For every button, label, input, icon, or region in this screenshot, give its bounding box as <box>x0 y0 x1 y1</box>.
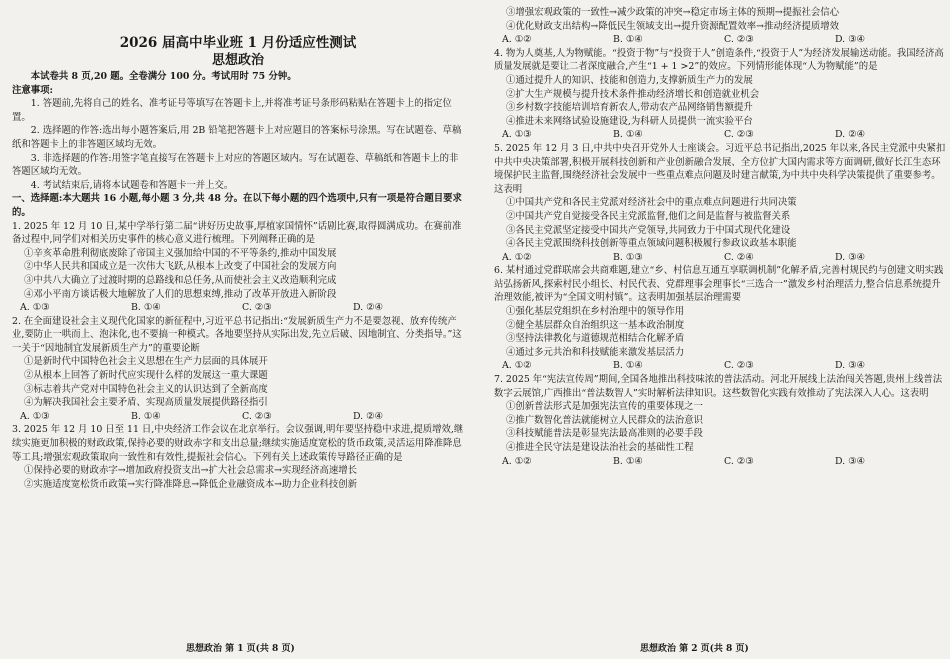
choice-c: C. ②④ <box>724 251 754 263</box>
choice-c: C. ②③ <box>724 455 754 467</box>
question-stem: 5. 2025 年 12 月 3 日,中共中央召开党外人士座谈会。习近平总书记指出,2025 年以来,各民主党派中央紧扣中共中央决策部署,积极开展科技创新和产业创新融合发展、全方位扩大国内需求等方面调研,做好长江生态环境保护民主监督,围绕经济社会发展中一些重点难点问题及时建言献策,为中共中央科学决策提供了重要参考。这表明 <box>494 142 946 195</box>
question-option: ④邓小平南方谈话极大地解放了人们的思想束缚,推动了改革开放进入新阶段 <box>24 288 337 300</box>
question-5 <box>494 142 946 264</box>
question-stem: 7. 2025 年“宪法宣传周”期间,全国各地推出科技味浓的普法活动。河北开展线上法治闯关答题,贵州上线普法数字云展馆,广西推出“普法数智人”实时解析法律知识。这些数智化实践有效推动了宪法深入人心。这表明 <box>494 374 943 399</box>
question-option: ①保持必要的财政赤字→增加政府投资支出→扩大社会总需求→实现经济高速增长 <box>24 465 357 477</box>
answer-choices <box>12 301 464 315</box>
answer-choices <box>494 455 946 469</box>
section-heading: 一、选择题:本大题共 16 小题,每小题 3 分,共 48 分。在以下每小题的四个选项中,只有一项是符合题目要求的。 <box>12 193 462 218</box>
question-option: ③中共八大确立了过渡时期的总路线和总任务,从而使社会主义改造顺利完成 <box>24 274 337 286</box>
question-2 <box>12 315 464 424</box>
choice-c: C. ②③ <box>242 410 272 422</box>
choice-d: D. ②④ <box>353 410 383 422</box>
choice-b: B. ①④ <box>613 129 643 141</box>
exam-intro: 本试卷共 8 页,20 题。全卷满分 100 分。考试用时 75 分钟。 <box>30 71 297 82</box>
choice-b: B. ①④ <box>613 34 643 46</box>
choice-a: A. ①③ <box>502 129 532 141</box>
exam-title: 2026 届高中毕业班 1 月份适应性测试 <box>119 35 357 51</box>
question-option: ③坚持法律教化与道德规范相结合化解矛盾 <box>506 333 685 345</box>
page-2 <box>494 6 946 468</box>
question-option: ①创新普法形式是加强宪法宣传的重要体现之一 <box>506 401 703 413</box>
choice-b: B. ①④ <box>613 360 643 372</box>
notice-item: 2. 选择题的作答:选出每小题答案后,用 2B 铅笔把答题卡上对应题目的答案标号涂黑。写在试题卷、草稿纸和答题卡上的非答题区域均无效。 <box>12 125 462 150</box>
choice-a: A. ①② <box>502 455 532 467</box>
choice-a: A. ①② <box>502 360 532 372</box>
choice-c: C. ②③ <box>724 34 754 46</box>
question-option: ③乡村数字技能培训培育新农人,带动农产品网络销售额提升 <box>506 102 753 114</box>
answer-choices <box>494 33 946 47</box>
question-option: ①辛亥革命胜利彻底废除了帝国主义强加给中国的不平等条约,推动中国发展 <box>24 247 337 259</box>
question-stem: 1. 2025 年 12 月 10 日,某中学举行第二届“讲好历史故事,厚植家国情怀”话剧比赛,取得圆满成功。在赛前准备过程中,同学们对相关历史事件的核心意义进行梳理。下列阐释正确的是 <box>12 220 462 246</box>
choice-d: D. ③④ <box>835 251 865 263</box>
notice-item: 3. 非选择题的作答:用签字笔直接写在答题卡上对应的答题区域内。写在试题卷、草稿纸和答题卡上的非答题区域均无效。 <box>12 152 459 178</box>
question-option: ②从根本上回答了新时代应实现什么样的发展这一重大课题 <box>24 370 268 382</box>
question-option: ②中华人民共和国成立是一次伟大飞跃,从根本上改变了中国社会的发展方向 <box>24 261 337 273</box>
exam-subject: 思想政治 <box>211 53 264 68</box>
question-option: ④为解决我国社会主要矛盾、实现高质量发展提供路径指引 <box>24 397 268 409</box>
choice-b: B. ①③ <box>613 251 643 263</box>
question-stem: 4. 物为人奠基,人为物赋能。“投资于物”与“投资于人”创造条件,“投资于人”为经济发展输送动能。我国经济高质量发展就是要让二者深度融合,产生“1 + 1 >2”的效应。下列情形能体现“人为物赋能”的是 <box>494 47 944 73</box>
question-option: ③科技赋能普法是彰显宪法最高准则的必要手段 <box>506 428 703 440</box>
answer-choices <box>12 410 464 424</box>
choice-a: A. ①② <box>502 251 532 263</box>
question-stem: 3. 2025 年 12 月 10 日至 11 日,中央经济工作会议在北京举行。会议强调,明年要坚持稳中求进,提质增效,继续实施更加积极的财政政策,保持必要的财政赤字和支出总量;继续实施适度宽松的货币政策,灵活运用降准降息等工具;增强宏观政策取向一致性和有效性,提振社会信心。下列有关上述政策传导路径正确的是 <box>12 424 464 463</box>
question-option: ④优化财政支出结构→降低民生领域支出→提升资源配置效率→推动经济提质增效 <box>506 20 839 32</box>
choice-c: C. ②③ <box>724 360 754 372</box>
question-option: ②健全基层群众自治组织这一基本政治制度 <box>506 319 685 331</box>
question-option: ①是新时代中国特色社会主义思想在生产力层面的具体展开 <box>24 356 268 368</box>
question-3 <box>12 423 464 491</box>
choice-d: D. ③④ <box>835 34 865 46</box>
question-stem: 2. 在全面建设社会主义现代化国家的新征程中,习近平总书记指出:“发展新质生产力不是要忽视、放弃传统产业,要防止一哄而上、泡沫化,也不要搞一种模式。各地要坚持从实际出发,先立后破、因地制宜、分类指导。”这一关于“因地制宜发展新质生产力”的重要论断 <box>12 315 462 354</box>
page-1-footer: 思想政治 第 1 页(共 8 页) <box>186 644 295 654</box>
choice-d: D. ②④ <box>353 302 383 314</box>
question-option: ①强化基层党组织在乡村治理中的领导作用 <box>506 306 685 318</box>
question-option: ③增强宏观政策的一致性→减少政策的冲突→稳定市场主体的预期→提振社会信心 <box>506 7 839 18</box>
question-6 <box>494 264 946 373</box>
question-option: ④通过多元共治和科技赋能来激发基层活力 <box>506 346 685 358</box>
question-option: ①通过提升人的知识、技能和创造力,支撑新质生产力的发展 <box>506 74 753 86</box>
choice-d: D. ②④ <box>835 129 865 141</box>
page-2-footer: 思想政治 第 2 页(共 8 页) <box>640 644 749 654</box>
choice-d: D. ③④ <box>835 360 865 372</box>
page-1 <box>12 6 464 491</box>
question-option: ②扩大生产规模与提升技术条件推动经济增长和创造就业机会 <box>506 88 760 100</box>
choice-c: C. ②③ <box>242 302 272 314</box>
notice-heading: 注意事项: <box>12 84 53 96</box>
question-3-continued <box>494 6 946 47</box>
question-option: ②中国共产党自觉接受各民主党派监督,他们之间是监督与被监督关系 <box>506 210 791 222</box>
question-4 <box>494 47 946 142</box>
answer-choices <box>494 251 946 265</box>
question-option: ①中国共产党和各民主党派对经济社会中的重点难点问题进行共同决策 <box>506 197 797 209</box>
choice-b: B. ①④ <box>613 455 643 467</box>
question-option: ④推进全民守法是建设法治社会的基础性工程 <box>506 442 694 453</box>
choice-a: A. ①② <box>502 34 532 46</box>
choice-a: A. ①③ <box>20 302 50 314</box>
question-7 <box>494 373 946 468</box>
question-stem: 6. 某村通过党群联席会共商难题,建立“乡、村信息互通互享联调机制”化解矛盾,完善村规民约与创建文明实践站弘扬新风,探索村民小组长、村民代表、党群理事会理事长“三选合一”激发乡村治理活力,整合信息系统提升治理效能,被评为“全国文明村镇”。这表明加强基层治理需要 <box>494 265 944 304</box>
choice-b: B. ①④ <box>131 302 161 314</box>
question-option: ④推进未来网络试验设施建设,为科研人员提供一流实验平台 <box>506 115 753 127</box>
question-option: ④各民主党派围绕科技创新等重点领域问题积极履行参政议政基本职能 <box>506 238 797 250</box>
choice-d: D. ③④ <box>835 455 865 467</box>
question-option: ③标志着共产党对中国特色社会主义的认识达到了全新高度 <box>24 383 268 395</box>
choice-a: A. ①③ <box>20 410 50 422</box>
choice-c: C. ②③ <box>724 129 754 141</box>
choice-b: B. ①④ <box>131 410 161 422</box>
question-option: ②实施适度宽松货币政策→实行降准降息→降低企业融资成本→助力企业科技创新 <box>24 478 357 490</box>
question-option: ②推广数智化普法就能树立人民群众的法治意识 <box>506 414 703 426</box>
answer-choices <box>494 128 946 142</box>
question-option: ③各民主党派坚定接受中国共产党领导,共同致力于中国式现代化建设 <box>506 224 791 236</box>
notice-item: 1. 答题前,先将自己的姓名、准考证号等填写在答题卡上,并将准考证号条形码粘贴在答题卡上的指定位置。 <box>12 98 452 123</box>
answer-choices <box>494 359 946 373</box>
notice-item: 4. 考试结束后,请将本试题卷和答题卡一并上交。 <box>30 179 234 191</box>
question-1 <box>12 220 464 315</box>
